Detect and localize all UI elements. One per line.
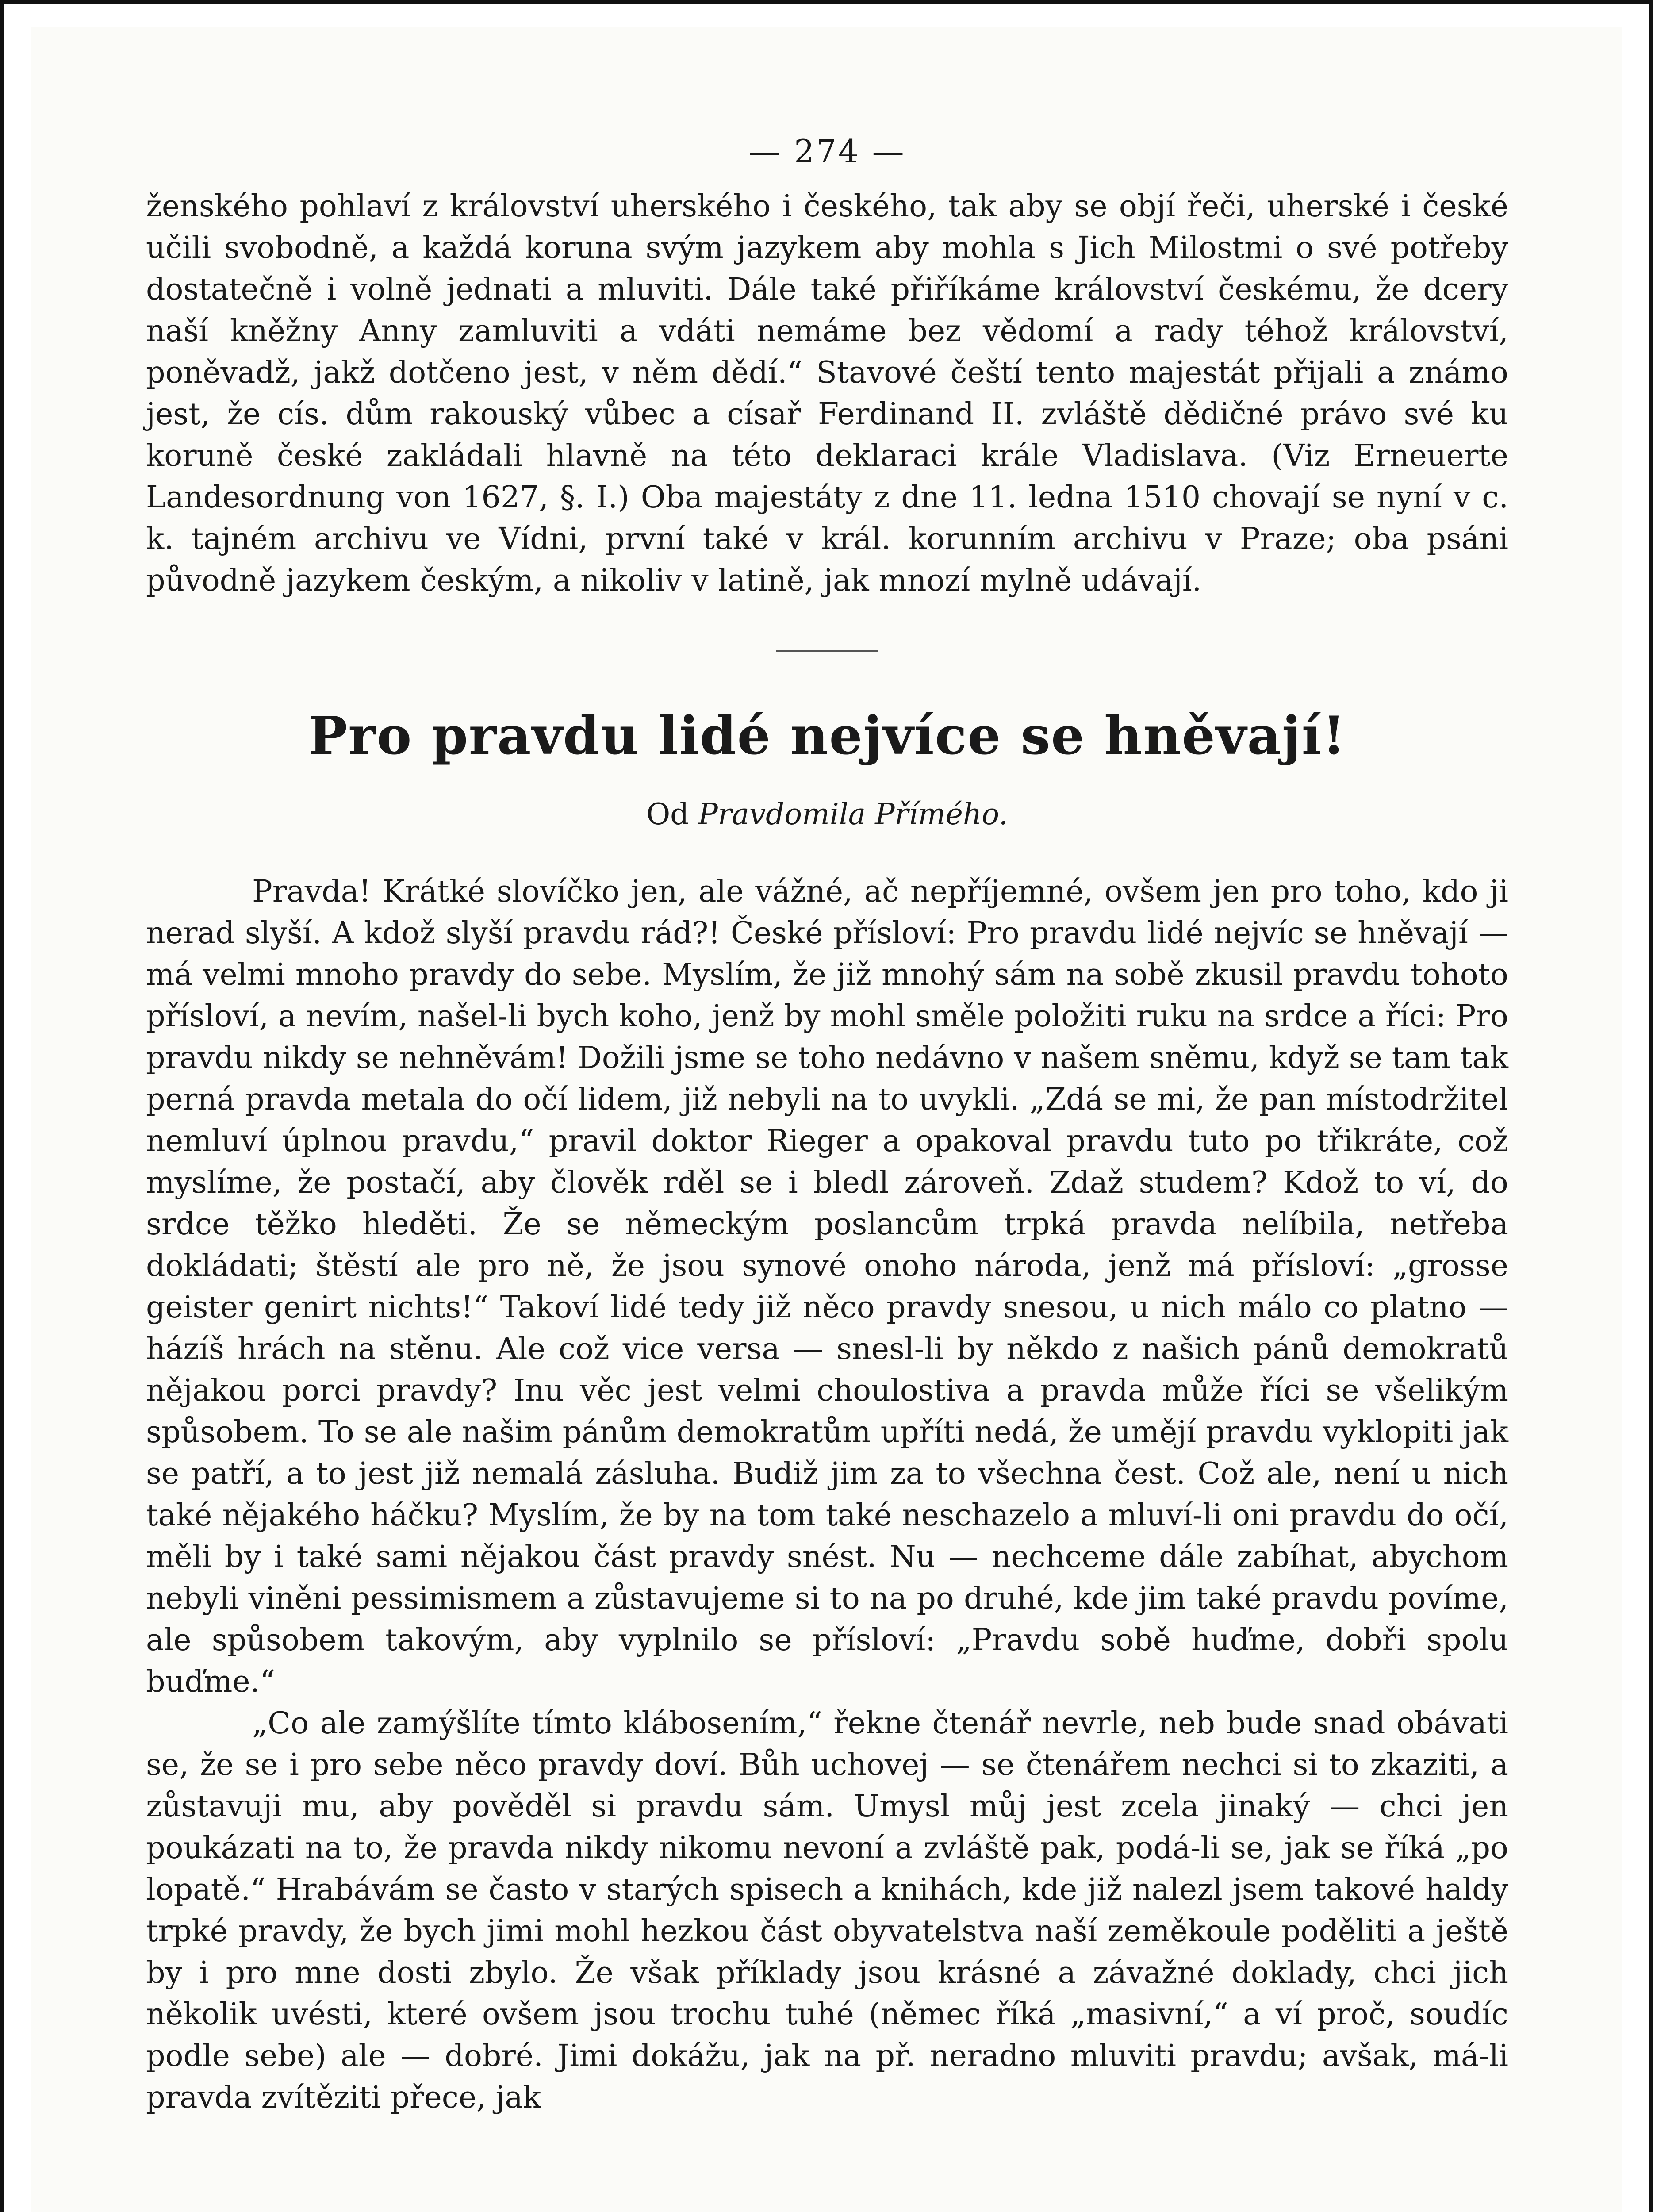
page-number: — 274 — — [748, 133, 906, 170]
byline-prefix: Od — [646, 797, 698, 831]
article-title: Pro pravdu lidé nejvíce se hněvají! — [308, 705, 1346, 766]
section-divider — [776, 650, 878, 652]
article-byline — [146, 797, 1508, 831]
page-content — [146, 133, 1508, 2119]
article-paragraph-1: Pravda! Krátké slovíčko jen, ale vážné, ač nepříjemné, ovšem jen pro toho, kdo ji nerad slyší. A kdož slyší pravdu rád?! České přísloví: Pro pravdu lidé nejvíc se hněvají — má velmi mnoho pravdy do sebe. Myslím, že již mnohý sám na sobě zkusil pravdu tohoto přísloví, a nevím, našel-li bych koho, jenž by mohl směle položiti ruku na srdce a říci: Pro pravdu nikdy se nehněvám! Dožili jsme se toho nedávno v našem sněmu, když se tam tak perná pravda metala do očí lidem, již nebyli na to uvykli. „Zdá se mi, že pan místodržitel nemluví úplnou pravdu,“ pravil doktor Rieger a opakoval pravdu tuto po třikráte, což myslíme, že postačí, aby člověk rděl se i bledl zároveň. Zdaž studem? Kdož to ví, do srdce těžko hleděti. Že se německým poslancům trpká pravda nelíbila, netřeba dokládati; štěstí ale pro ně, že jsou synové onoho národa, jenž má přísloví: „grosse geister genirt nichts!“ Takoví lidé tedy již něco pravdy snesou, u nich málo co platno — házíš hrách na stěnu. Ale což vice versa — snesl-li by někdo z našich pánů demokratů nějakou porci pravdy? Inu věc jest velmi choulostiva a pravda může říci se všelikým spůsobem. To se ale našim pánům demokratům upříti nedá, že umějí pravdu vyklopiti jak se patří, a to jest již nemalá zásluha. Budiž jim za to všechna čest. Což ale, není u nich také nějakého háčku? Myslím, že by na tom také neschazelo a mluví-li oni pravdu do očí, měli by i také sami nějakou část pravdy snést. Nu — nechceme dále zabíhat, abychom nebyli viněni pessimismem a zůstavujeme si to na po druhé, kde jim také pravdu povíme, ale spůsobem takovým, aby vyplnilo se přísloví: „Pravdu sobě huďme, dobři spolu buďme.“ — [146, 874, 1508, 1699]
byline-author: Pravdomila Přímého. — [698, 797, 1008, 831]
intro-paragraph: ženského pohlaví z království uherského i českého, tak aby se objí řeči, uherské i české učili svobodně, a každá koruna svým jazykem aby mohla s Jich Milostmi o své potřeby dostatečně i volně jednati a mluviti. Dále také přiříkáme království českému, že dcery naší kněžny Anny zamluviti a vdáti nemáme bez vědomí a rady téhož království, poněvadž, jakž dotčeno jest, v něm dědí.“ Stavové čeští tento majestát přijali a známo jest, že cís. dům rakouský vůbec a císař Ferdinand II. zvláště dědičné právo své ku koruně české zakládali hlavně na této deklaraci krále Vladislava. (Viz Erneuerte Landesordnung von 1627, §. I.) Oba majestáty z dne 11. ledna 1510 chovají se nyní v c. k. tajném archivu ve Vídni, první také v král. korunním archivu v Praze; oba psáni původně jazykem českým, a nikoliv v latině, jak mnozí mylně udávají. — [146, 189, 1508, 598]
article-paragraph-2: „Co ale zamýšlíte tímto klábosením,“ řekne čtenář nevrle, neb bude snad obávati se, že se i pro sebe něco pravdy doví. Bůh uchovej — se čtenářem nechci si to zkaziti, a zůstavuji mu, aby pověděl si pravdu sám. Umysl můj jest zcela jinaký — chci jen poukázati na to, že pravda nikdy nikomu nevoní a zvláště pak, podá-li se, jak se říká „po lopatě.“ Hrabávám se často v starých spisech a knihách, kde již nalezl jsem takové haldy trpké pravdy, že bych jimi mohl hezkou část obyvatelstva naší zeměkoule poděliti a ještě by i pro mne dosti zbylo. Že však příklady jsou krásné a závažné doklady, chci jich několik uvésti, které ovšem jsou trochu tuhé (němec říká „masivní,“ a ví proč, soudíc podle sebe) ale — dobré. Jimi dokážu, jak na př. neradno mluviti pravdu; avšak, má-li pravda zvítěziti přece, jak — [146, 1706, 1508, 2115]
